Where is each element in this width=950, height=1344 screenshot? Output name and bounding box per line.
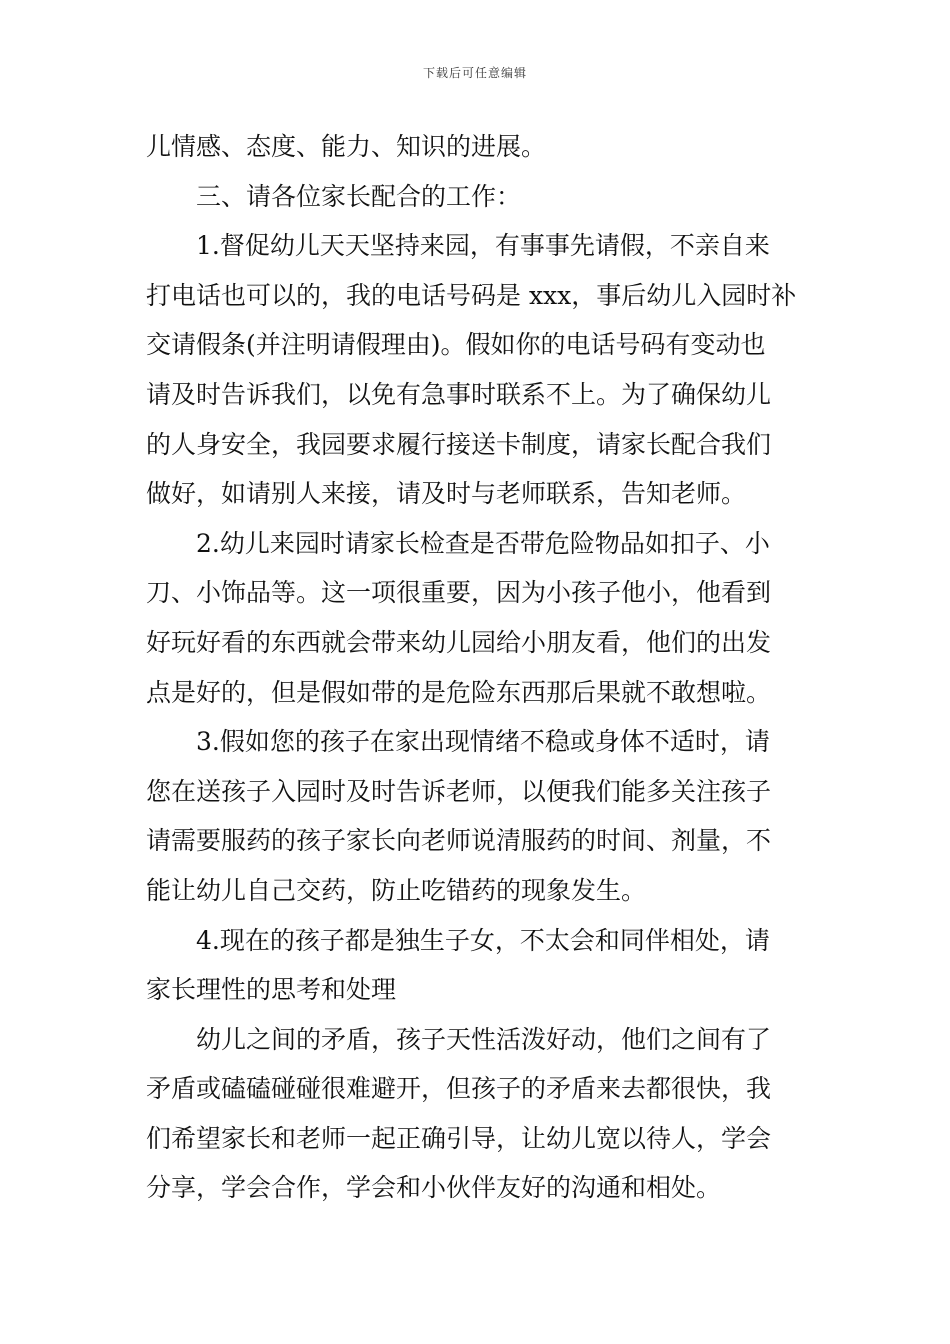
text-line: 请及时告诉我们，以免有急事时联系不上。为了确保幼儿 [146, 379, 772, 409]
text-line: 能让幼儿自己交药，防止吃错药的现象发生。 [146, 875, 647, 905]
text-line: 们希望家长和老师一起正确引导，让幼儿宽以待人，学会 [146, 1123, 772, 1153]
text-line: 矛盾或磕磕碰碰很难避开，但孩子的矛盾来去都很快，我 [146, 1074, 772, 1104]
text-line: 3.假如您的孩子在家出现情绪不稳或身体不适时，请 [196, 727, 770, 757]
text-line: 做好，如请别人来接，请及时与老师联系，告知老师。 [146, 479, 747, 509]
text-line: 您在送孩子入园时及时告诉老师，以便我们能多关注孩子 [146, 776, 772, 806]
text-line: 打电话也可以的，我的电话号码是 xxx，事后幼儿入园时补 [146, 280, 797, 310]
text-line: 2.幼儿来园时请家长检查是否带危险物品如扣子、小 [196, 528, 770, 558]
text-line: 儿情感、态度、能力、知识的进展。 [146, 132, 547, 161]
text-line: 三、请各位家长配合的工作： [196, 181, 522, 211]
text-line: 的人身安全，我园要求履行接送卡制度，请家长配合我们 [146, 429, 772, 459]
text-line: 刀、小饰品等。这一项很重要，因为小孩子他小，他看到 [146, 578, 772, 608]
text-line: 1.督促幼儿天天坚持来园，有事事先请假，不亲自来 [196, 231, 770, 261]
text-line: 幼儿之间的矛盾，孩子天性活泼好动，他们之间有了 [196, 1024, 772, 1054]
text-line: 4.现在的孩子都是独生子女，不太会和同伴相处，请 [196, 925, 770, 955]
document-body [146, 122, 808, 1213]
text-line: 交请假条(并注明请假理由)。假如你的电话号码有变动也 [146, 330, 766, 360]
page-header: 下载后可任意编辑 [422, 66, 527, 80]
text-line: 家长理性的思考和处理 [146, 975, 397, 1005]
text-line: 请需要服药的孩子家长向老师说清服药的时间、剂量，不 [146, 826, 772, 856]
text-line: 点是好的，但是假如带的是危险东西那后果就不敢想啦。 [146, 677, 772, 707]
text-line: 好玩好看的东西就会带来幼儿园给小朋友看，他们的出发 [146, 627, 772, 657]
text-line: 分享，学会合作，学会和小伙伴友好的沟通和相处。 [146, 1173, 722, 1203]
